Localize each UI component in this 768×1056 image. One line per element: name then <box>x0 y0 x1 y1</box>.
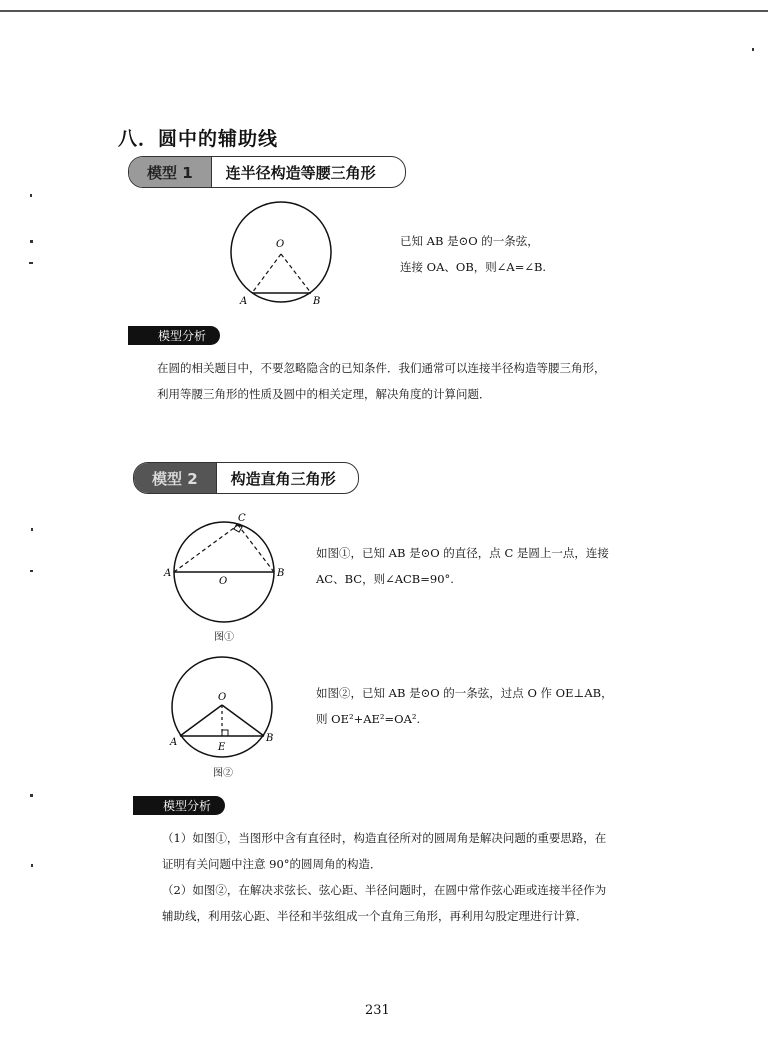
model1-banner <box>128 156 406 188</box>
model2-figure2 <box>165 655 285 760</box>
scan-speck <box>29 262 33 264</box>
scan-speck <box>31 864 33 867</box>
fig2-desc-line1: 如图②，已知 AB 是⊙O 的一条弦，过点 O 作 OE⊥AB， <box>316 686 613 700</box>
scan-speck <box>30 794 33 797</box>
fig1-label-a: A <box>164 568 172 579</box>
model1-name: 连半径构造等腰三角形 <box>225 163 376 182</box>
fig2-label-a: A <box>170 737 178 748</box>
fig2-right-angle-mark <box>222 730 228 736</box>
scan-speck <box>31 528 33 531</box>
fig1-chord-ac <box>174 525 238 572</box>
page-number: 231 <box>365 1003 390 1018</box>
model1-analysis-line2: 利用等腰三角形的性质及圆中的相关定理，解决角度的计算问题． <box>157 387 491 401</box>
model2-name: 构造直角三角形 <box>230 469 336 488</box>
fig1-caption: 图① <box>214 632 234 643</box>
scan-speck <box>30 570 33 572</box>
model2-analysis-line3: （2）如图②，在解决求弦长、弦心距、半径问题时，在圆中常作弦心距或连接半径作为 <box>162 883 607 897</box>
fig2-desc-line2: 则 OE²+AE²=OA². <box>316 712 421 726</box>
fig1-desc-line2: AC、BC，则∠ACB=90°. <box>316 572 454 586</box>
model2-analysis-line2: 证明有关问题中注意 90°的圆周角的构造． <box>162 857 382 871</box>
scan-edge <box>0 10 768 12</box>
model1-label-a: A <box>240 296 248 307</box>
fig2-caption: 图② <box>213 768 233 779</box>
fig1-desc-line1: 如图①，已知 AB 是⊙O 的直径，点 C 是圆上一点，连接 <box>316 546 609 560</box>
fig2-label-b: B <box>266 733 274 744</box>
model1-label-b: B <box>313 296 321 307</box>
scan-speck <box>752 48 754 51</box>
model1-label-o: O <box>276 239 285 250</box>
model1-radius-ob <box>281 254 311 293</box>
model2-figure1 <box>160 510 290 625</box>
scan-speck <box>30 240 33 243</box>
fig1-label-b: B <box>277 568 285 579</box>
fig2-label-o: O <box>218 692 227 703</box>
model1-analysis-line1: 在圆的相关题目中，不要忽略隐含的已知条件．我们通常可以连接半径构造等腰三角形， <box>157 361 606 375</box>
fig1-label-o: O <box>219 576 228 587</box>
model2-analysis-line4: 辅助线，利用弦心距、半径和半弦组成一个直角三角形，再利用勾股定理进行计算． <box>162 909 588 923</box>
fig2-radius-oa <box>180 705 222 736</box>
model1-desc-line2: 连接 OA、OB，则∠A=∠B. <box>400 260 547 274</box>
section-title: 八．圆中的辅助线 <box>118 128 279 150</box>
model2-tag: 模型 2 <box>134 463 217 493</box>
model2-analysis-line1: （1）如图①，当图形中含有直径时，构造直径所对的圆周角是解决问题的重要思路，在 <box>162 831 607 845</box>
model1-tag: 模型 1 <box>129 157 212 187</box>
model2-banner <box>133 462 359 494</box>
model2-analysis-tag: 模型分析 <box>133 796 225 815</box>
model1-circle <box>231 202 331 302</box>
fig2-label-e: E <box>218 742 226 753</box>
model1-analysis-tag: 模型分析 <box>128 326 220 345</box>
model1-radius-oa <box>252 254 281 293</box>
model1-desc-line1: 已知 AB 是⊙O 的一条弦， <box>400 234 539 248</box>
scan-speck <box>30 194 32 197</box>
fig1-label-c: C <box>238 513 246 524</box>
model1-figure <box>220 200 340 310</box>
